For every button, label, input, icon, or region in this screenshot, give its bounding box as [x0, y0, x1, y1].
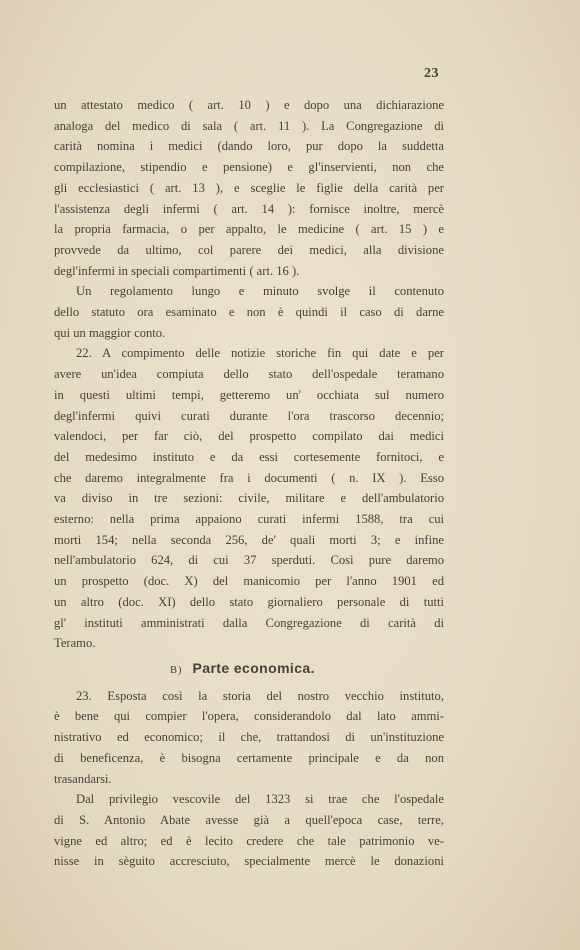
body-text	[54, 95, 444, 872]
text-line: nistrativo ed economico; il che, trattandosi di un'instituzione	[54, 730, 444, 745]
text-line: gli ecclesiastici ( art. 13 ), e sceglie le figlie della carità per	[54, 180, 444, 195]
text-line: in questi ultimi tempi, getteremo un' occhiata sul numero	[54, 387, 444, 402]
text-line: morti 154; nella seconda 256, de' quali morti 3; e infine	[54, 532, 444, 547]
text-line: che daremo integralmente fra i documenti ( n. IX ). Esso	[54, 470, 444, 485]
text-line: va diviso in tre sezioni: civile, militare e dell'ambulatorio	[54, 491, 444, 506]
text-line: Un regolamento lungo e minuto svolge il contenuto	[76, 284, 444, 299]
text-line: del medesimo instituto e da essi cortesemente fornitoci, e	[54, 449, 444, 464]
text-line: 23. Esposta così la storia del nostro vecchio instituto,	[76, 688, 444, 703]
text-line: 22. A compimento delle notizie storiche fin qui date e per	[76, 346, 444, 361]
text-line: degl'infermi in speciali compartimenti ( art. 16 ).	[54, 263, 300, 278]
text-line: avere un'idea compiuta dello stato dell'ospedale teramano	[54, 367, 444, 382]
text-line: di beneficenza, è bisogna certamente principale e da non	[54, 750, 444, 765]
text-line: nell'ambulatorio 624, di cui 37 sperduti. Così pure daremo	[54, 553, 444, 568]
page-number: 23	[424, 66, 439, 81]
text-line: è bene qui compier l'opera, considerandolo dal lato ammi-	[54, 709, 444, 724]
text-line: esterno: nella prima appaiono curati infermi 1588, tra cui	[54, 512, 444, 527]
paragraph-3	[54, 343, 444, 654]
text-line: trasandarsi.	[54, 771, 112, 786]
text-line: dello statuto ora esaminato e non è quindi il caso di darne	[54, 305, 444, 320]
text-line: Teramo.	[54, 636, 96, 651]
text-line: un prospetto (doc. X) del manicomio per l'anno 1901 ed	[54, 574, 444, 589]
text-line: compilazione, stipendio e pensione) e gl'inservienti, non che	[54, 160, 444, 175]
text-line: di S. Antonio Abate avesse già a quell'epoca case, terre,	[54, 812, 444, 827]
text-line: nisse in sèguito accresciuto, specialmente mercè le donazioni	[54, 854, 444, 869]
text-line: provvede da ultimo, col parere dei medici, alla divisione	[54, 242, 444, 257]
text-line: degl'infermi quivi curati durante l'ora trascorso decennio;	[54, 408, 444, 423]
section-marker: B)	[170, 664, 183, 676]
section-title: Parte economica.	[192, 659, 315, 676]
text-line: l'assistenza degli infermi ( art. 14 ): fornisce inoltre, mercè	[54, 201, 444, 216]
text-line: valendoci, per far ciò, del prospetto compilato dai medici	[54, 429, 444, 444]
text-line: qui un maggior conto.	[54, 325, 166, 340]
text-line: la propria farmacia, o per appalto, le medicine ( art. 15 ) e	[54, 222, 444, 237]
paragraph-4	[54, 686, 444, 790]
paragraph-2	[54, 281, 444, 343]
text-line: un altro (doc. XI) dello stato giornaliero personale di tutti	[54, 594, 444, 609]
section-heading	[54, 658, 444, 682]
text-line: un attestato medico ( art. 10 ) e dopo una dichiarazione	[54, 98, 444, 112]
paragraph-1	[54, 95, 444, 281]
paragraph-5	[54, 789, 444, 872]
text-line: carità nomina i medici (dando loro, pur dopo la suddetta	[54, 139, 444, 154]
text-line: analoga del medico di sala ( art. 11 ). La Congregazione di	[54, 118, 444, 133]
text-line: gl' instituti amministrati dalla Congregazione di carità di	[54, 615, 444, 630]
text-line: vigne ed altro; ed è lecito credere che tale patrimonio ve-	[54, 833, 444, 848]
text-line: Dal privilegio vescovile del 1323 si trae che l'ospedale	[76, 792, 444, 807]
